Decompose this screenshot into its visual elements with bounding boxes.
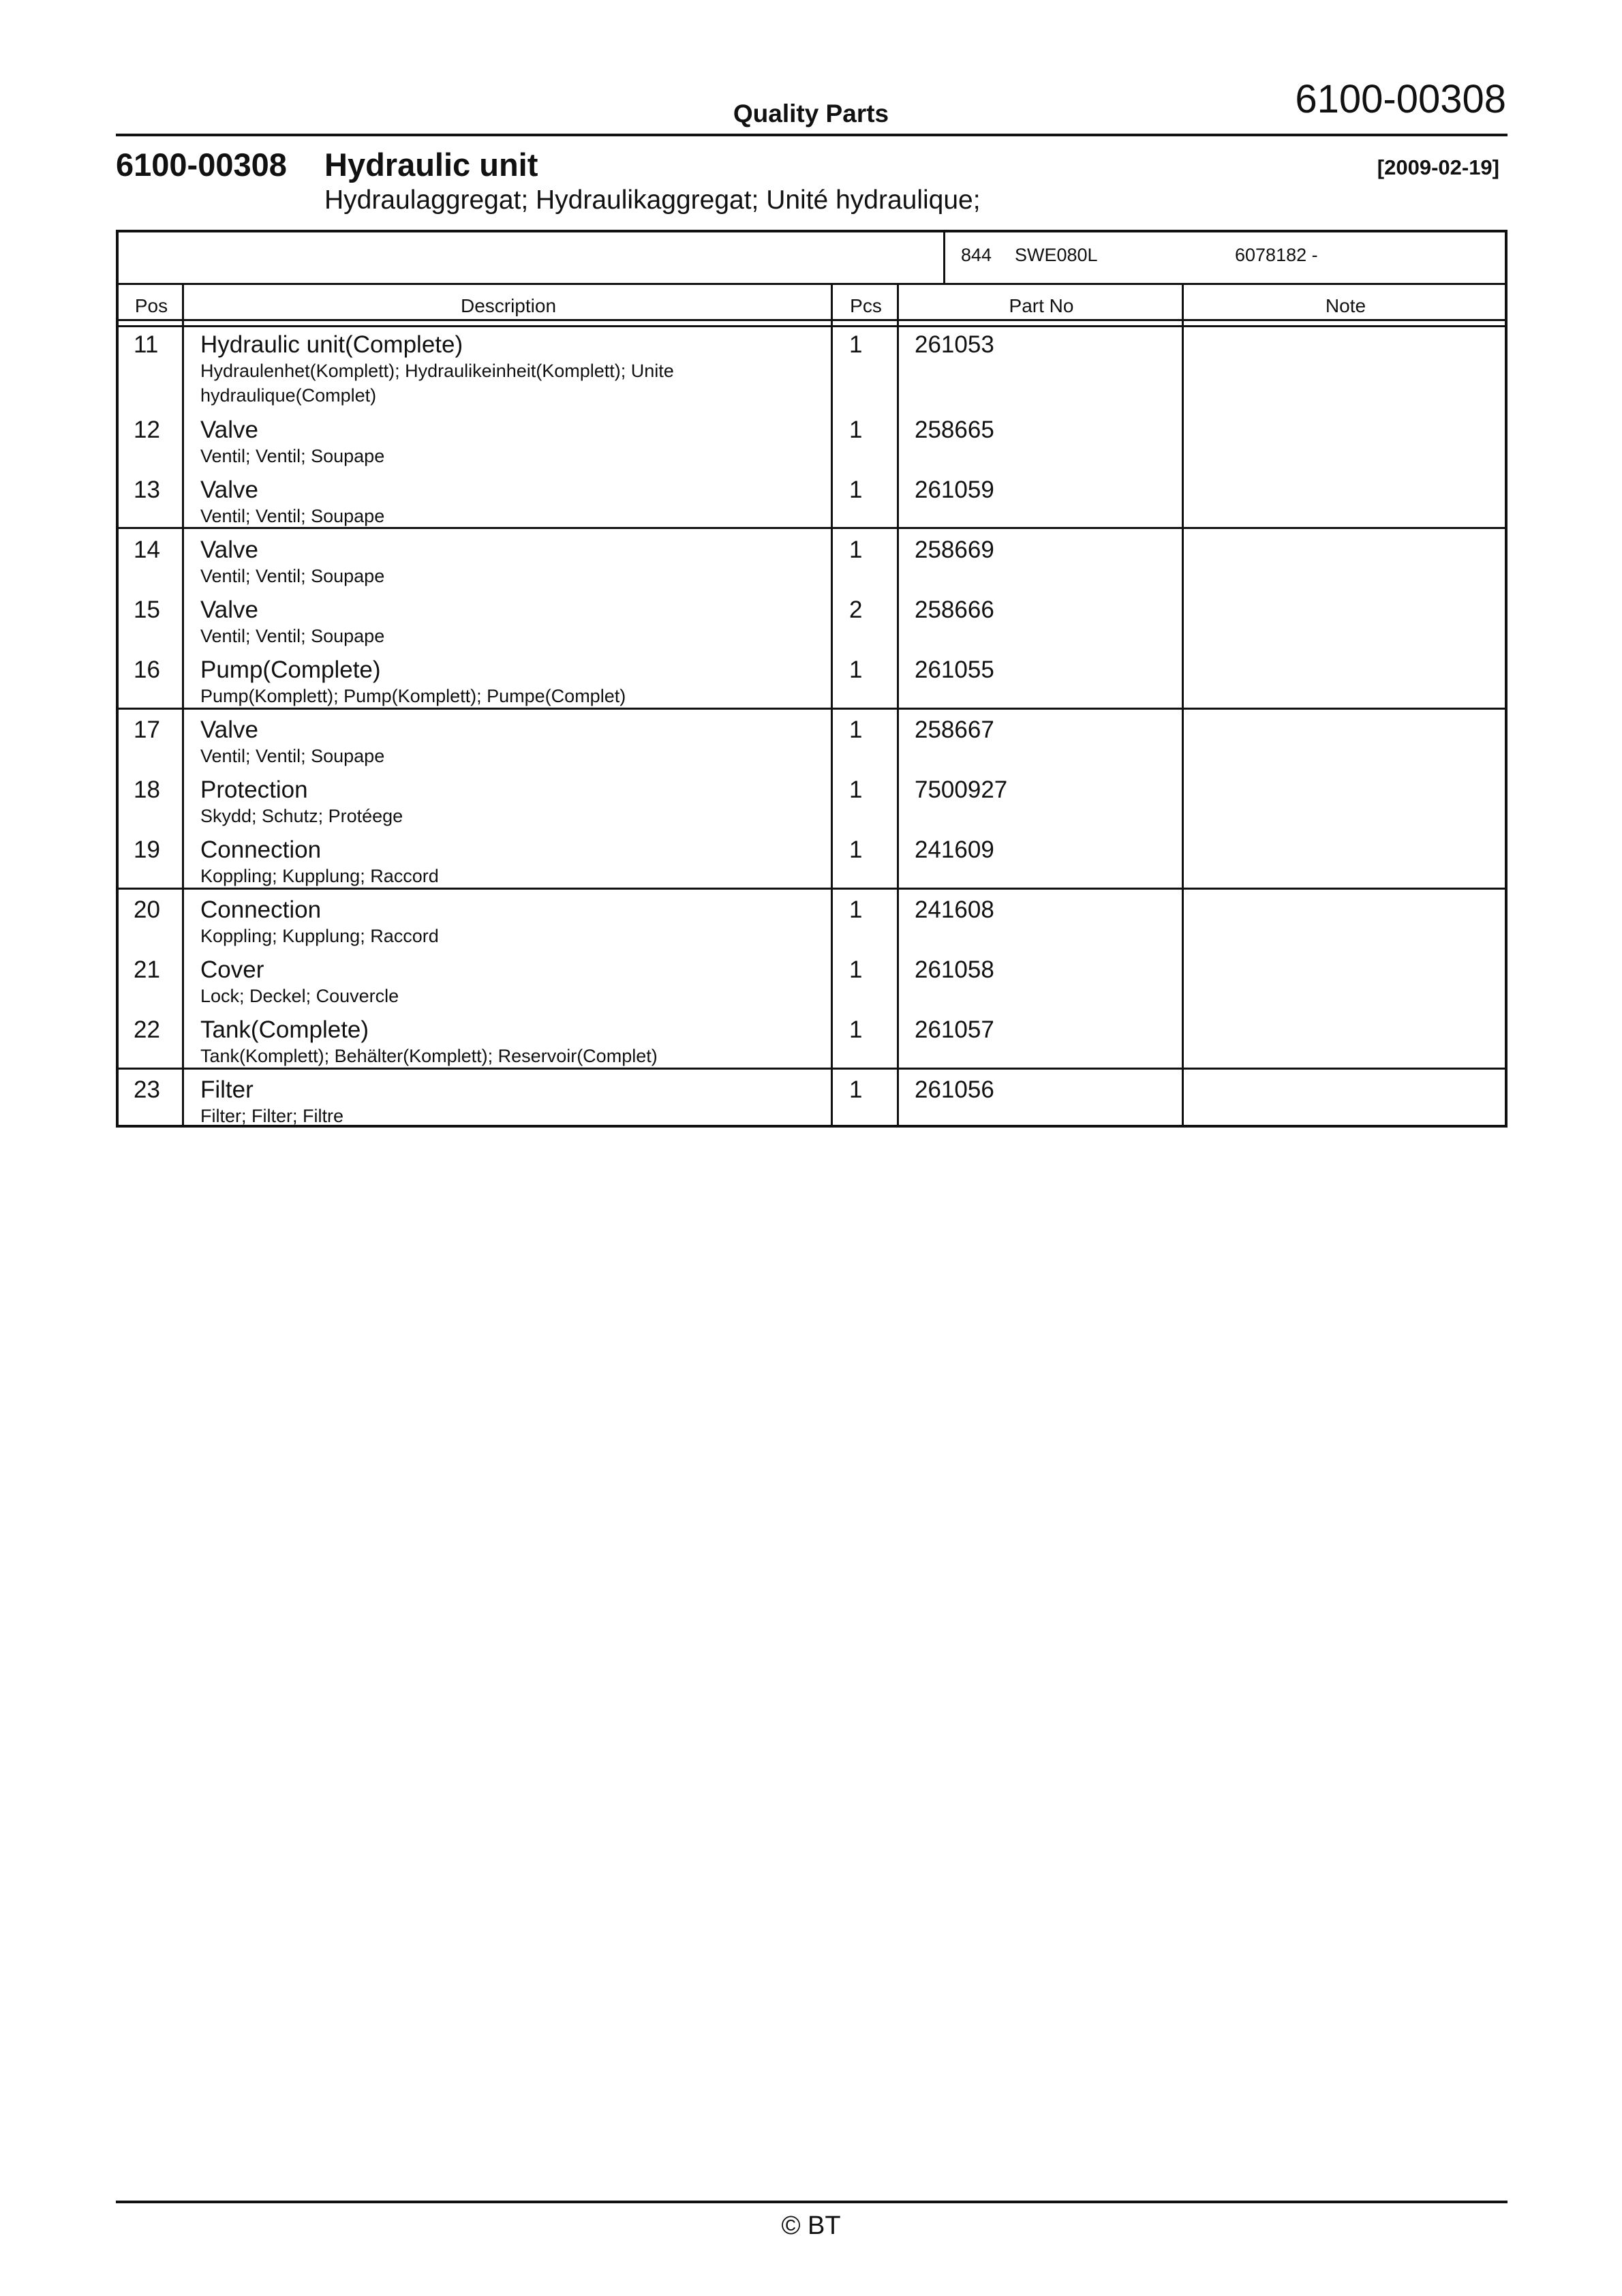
row-part-no: 261055 — [915, 656, 994, 683]
row-pcs: 1 — [849, 331, 863, 358]
row-description — [200, 1076, 827, 1128]
row-translations: Koppling; Kupplung; Raccord — [200, 926, 439, 946]
row-description — [200, 896, 827, 948]
row-name: Pump(Complete) — [200, 656, 381, 683]
column-divider — [182, 283, 184, 1125]
row-part-no: 241608 — [915, 896, 994, 923]
row-pos: 23 — [134, 1076, 160, 1103]
row-description — [200, 836, 827, 888]
row-pcs: 1 — [849, 656, 863, 683]
row-pcs: 1 — [849, 417, 863, 443]
row-translations: Ventil; Ventil; Soupape — [200, 626, 385, 646]
column-divider — [897, 283, 899, 1125]
row-name: Valve — [200, 537, 258, 563]
row-pcs: 1 — [849, 477, 863, 503]
row-pos: 11 — [134, 331, 159, 358]
header-part-code: 6100-00308 — [1295, 77, 1506, 121]
row-name: Tank(Complete) — [200, 1016, 369, 1043]
row-translations: Skydd; Schutz; Protéege — [200, 806, 403, 826]
row-pos: 21 — [134, 956, 160, 983]
row-description — [200, 596, 827, 648]
row-pcs: 1 — [849, 716, 863, 743]
row-description — [200, 776, 827, 828]
row-name: Valve — [200, 596, 258, 623]
row-part-no: 261059 — [915, 477, 994, 503]
info-serial: 6078182 - — [1235, 245, 1318, 265]
row-pos: 14 — [134, 537, 160, 563]
column-header-note: Note — [1325, 295, 1366, 316]
row-pcs: 1 — [849, 1016, 863, 1043]
document-subtitle: Hydraulaggregat; Hydraulikaggregat; Unité hydraulique; — [324, 185, 981, 215]
row-pcs: 2 — [849, 596, 863, 623]
row-name: Protection — [200, 776, 308, 803]
row-part-no: 258666 — [915, 596, 994, 623]
row-description — [200, 956, 827, 1008]
row-pcs: 1 — [849, 836, 863, 863]
row-part-no: 261056 — [915, 1076, 994, 1103]
column-divider — [831, 283, 833, 1125]
document-title: Hydraulic unit — [324, 147, 538, 183]
column-header-description: Description — [460, 295, 557, 316]
row-part-no: 241609 — [915, 836, 994, 863]
row-translations: Lock; Deckel; Couvercle — [200, 986, 399, 1006]
footer-copyright: © BT — [781, 2211, 841, 2240]
row-part-no: 258665 — [915, 417, 994, 443]
row-part-no: 258669 — [915, 537, 994, 563]
row-description — [200, 656, 827, 708]
header-title: Quality Parts — [733, 100, 889, 127]
row-translations: Koppling; Kupplung; Raccord — [200, 866, 439, 886]
row-description — [200, 477, 827, 528]
row-pcs: 1 — [849, 956, 863, 983]
row-pcs: 1 — [849, 537, 863, 563]
row-name: Connection — [200, 836, 322, 863]
row-name: Valve — [200, 477, 258, 503]
row-translations: Tank(Komplett); Behälter(Komplett); Reservoir(Complet) — [200, 1046, 658, 1066]
row-description — [200, 537, 827, 588]
document-code: 6100-00308 — [116, 147, 287, 183]
parts-table — [116, 230, 1508, 1128]
row-description — [200, 417, 827, 468]
row-translations: Ventil; Ventil; Soupape — [200, 506, 385, 526]
document-date: [2009-02-19] — [1377, 155, 1499, 179]
column-divider — [1182, 283, 1184, 1125]
row-pos: 22 — [134, 1016, 160, 1043]
row-translations: Pump(Komplett); Pump(Komplett); Pumpe(Complet) — [200, 686, 626, 706]
row-pos: 15 — [134, 596, 160, 623]
footer-divider — [116, 2201, 1508, 2203]
row-part-no: 258667 — [915, 716, 994, 743]
row-name: Valve — [200, 417, 258, 443]
header-row-divider — [119, 319, 1505, 321]
row-translations: Ventil; Ventil; Soupape — [200, 746, 385, 766]
row-pos: 19 — [134, 836, 160, 863]
info-divider — [943, 232, 945, 283]
row-description — [200, 716, 827, 768]
column-header-pcs: Pcs — [850, 295, 882, 316]
row-description — [200, 1016, 827, 1068]
row-pos: 13 — [134, 477, 160, 503]
row-name: Hydraulic unit(Complete) — [200, 331, 463, 358]
row-pcs: 1 — [849, 776, 863, 803]
row-description — [200, 331, 827, 408]
row-pos: 12 — [134, 417, 160, 443]
row-part-no: 261057 — [915, 1016, 994, 1043]
row-translations: Ventil; Ventil; Soupape — [200, 566, 385, 586]
row-name: Filter — [200, 1076, 254, 1103]
row-pos: 16 — [134, 656, 160, 683]
row-part-no: 261058 — [915, 956, 994, 983]
row-pos: 20 — [134, 896, 160, 923]
row-translations: Ventil; Ventil; Soupape — [200, 446, 385, 466]
row-part-no: 7500927 — [915, 776, 1008, 803]
row-translations: Filter; Filter; Filtre — [200, 1106, 344, 1126]
row-pcs: 1 — [849, 1076, 863, 1103]
row-name: Cover — [200, 956, 264, 983]
header-row-divider-double — [119, 325, 1505, 327]
row-translations: Hydraulenhet(Komplett); Hydraulikeinheit(Komplett); Unite hydraulique(Complet) — [200, 361, 674, 406]
info-row-divider — [119, 283, 1505, 285]
row-pcs: 1 — [849, 896, 863, 923]
row-pos: 18 — [134, 776, 160, 803]
column-header-part-no: Part No — [1009, 295, 1074, 316]
row-name: Valve — [200, 716, 258, 743]
column-header-pos: Pos — [134, 295, 168, 316]
header-divider — [116, 134, 1508, 136]
info-model: SWE080L — [1015, 245, 1098, 265]
row-part-no: 261053 — [915, 331, 994, 358]
info-number: 844 — [961, 245, 992, 265]
row-name: Connection — [200, 896, 322, 923]
row-pos: 17 — [134, 716, 160, 743]
